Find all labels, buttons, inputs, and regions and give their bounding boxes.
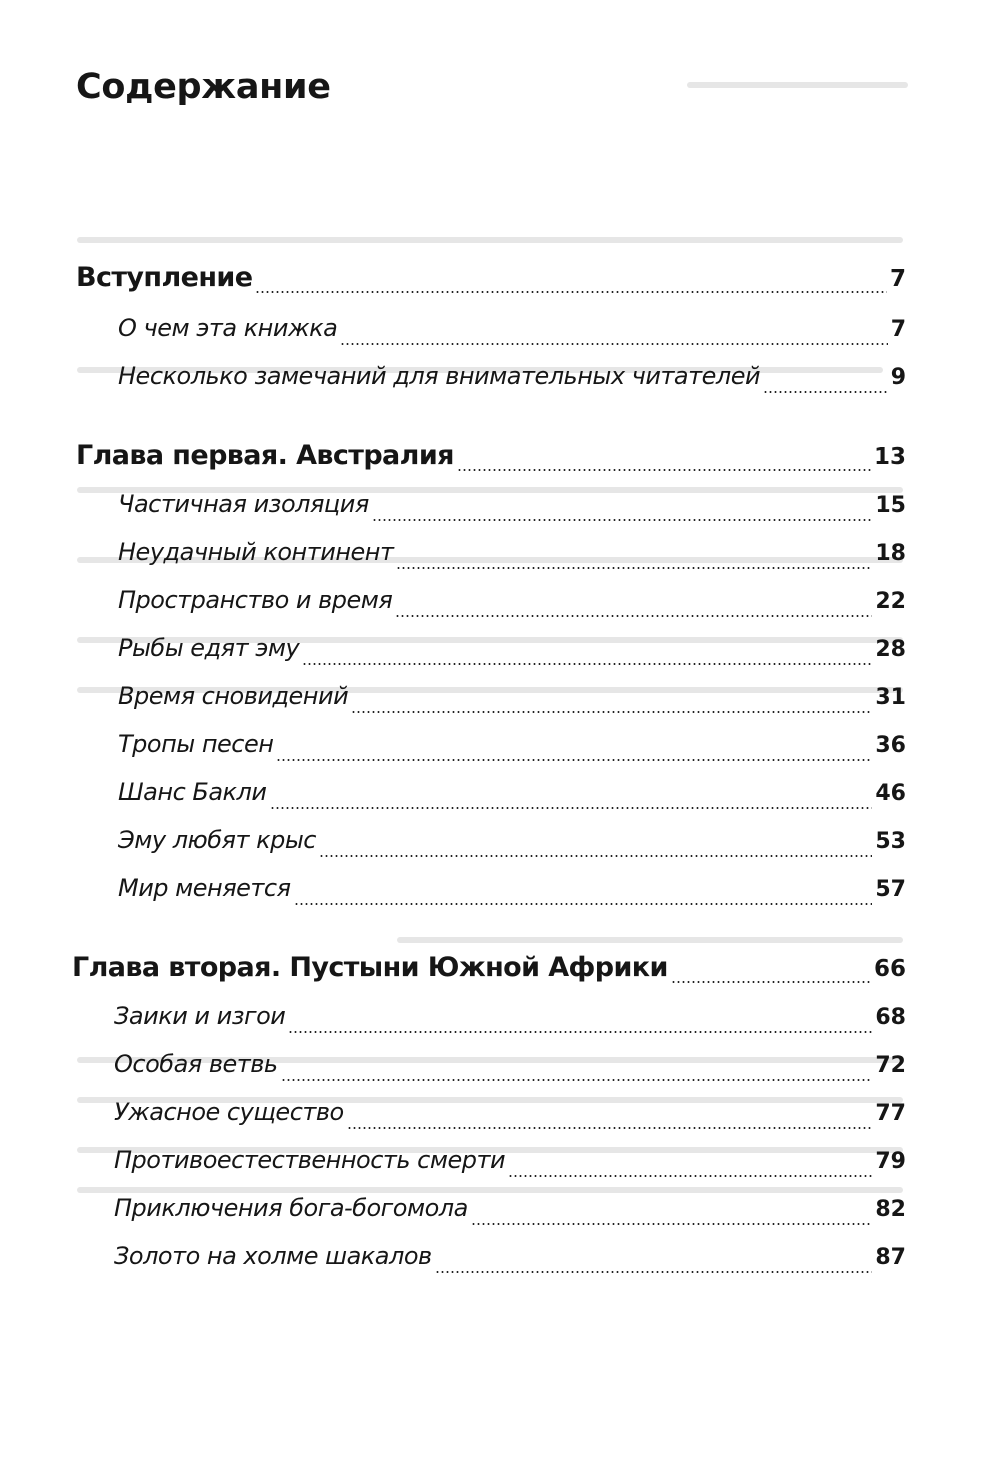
toc-chapter-1[interactable] bbox=[76, 440, 906, 480]
dot-leader bbox=[471, 1223, 873, 1225]
toc-section-label: Тропы песен bbox=[118, 730, 274, 758]
toc-section-label: Шанс Бакли bbox=[118, 778, 267, 806]
dot-leader bbox=[288, 1031, 872, 1033]
toc-page-number: 82 bbox=[875, 1197, 906, 1222]
toc-section-item[interactable] bbox=[118, 586, 906, 626]
toc-section-label: Неудачный континент bbox=[118, 538, 394, 566]
toc-section-label: Пространство и время bbox=[118, 586, 393, 614]
toc-page-number: 7 bbox=[889, 266, 906, 292]
toc-page-number: 7 bbox=[890, 317, 906, 342]
dot-leader bbox=[395, 615, 872, 617]
toc-page-number: 31 bbox=[875, 685, 906, 710]
toc-section-label: Приключения бога-богомола bbox=[114, 1194, 468, 1222]
toc-section-label: Время сновидений bbox=[118, 682, 349, 710]
toc-page-number: 53 bbox=[875, 829, 906, 854]
dot-leader bbox=[351, 711, 872, 713]
toc-section-label: Мир меняется bbox=[118, 874, 291, 902]
toc-page-number: 77 bbox=[875, 1101, 906, 1126]
toc-section-label: Рыбы едят эму bbox=[118, 634, 300, 662]
toc-chapter-label: Глава вторая. Пустыни Южной Африки bbox=[72, 952, 668, 983]
toc-section-item[interactable] bbox=[118, 490, 906, 530]
toc-page-number: 15 bbox=[875, 493, 906, 518]
page-title: Содержание bbox=[76, 67, 331, 107]
dot-leader bbox=[302, 663, 872, 665]
toc-section-item[interactable] bbox=[118, 826, 906, 866]
toc-section-label: Частичная изоляция bbox=[118, 490, 369, 518]
dot-leader bbox=[270, 807, 873, 809]
toc-section-item[interactable] bbox=[118, 874, 906, 914]
dot-leader bbox=[294, 903, 873, 905]
toc-chapter-label: Вступление bbox=[76, 262, 253, 293]
dot-leader bbox=[276, 759, 872, 761]
toc-page-number: 66 bbox=[873, 956, 906, 982]
dot-leader bbox=[671, 981, 871, 983]
toc-section-label: Особая ветвь bbox=[114, 1050, 278, 1078]
toc-page-number: 57 bbox=[875, 877, 906, 902]
toc-page-number: 68 bbox=[875, 1005, 906, 1030]
toc-section-label: Ужасное существо bbox=[114, 1098, 344, 1126]
toc-section-label: О чем эта книжка bbox=[118, 314, 338, 342]
dot-leader bbox=[340, 343, 887, 345]
toc-chapter-intro[interactable] bbox=[76, 262, 906, 302]
dot-leader bbox=[372, 519, 873, 521]
toc-section-item[interactable] bbox=[114, 1146, 906, 1186]
toc-section-item[interactable] bbox=[118, 634, 906, 674]
dot-leader bbox=[508, 1175, 872, 1177]
toc-section-item[interactable] bbox=[114, 1242, 906, 1282]
toc-page-number: 46 bbox=[875, 781, 906, 806]
dot-leader bbox=[396, 567, 872, 569]
toc-chapter-label: Глава первая. Австралия bbox=[76, 440, 454, 471]
toc-section-item[interactable] bbox=[114, 1098, 906, 1138]
toc-chapter-2[interactable] bbox=[72, 952, 906, 992]
toc-page-number: 22 bbox=[875, 589, 906, 614]
toc-section-item[interactable] bbox=[118, 362, 906, 402]
toc-section-label: Эму любят крыс bbox=[118, 826, 316, 854]
toc-page-number: 13 bbox=[873, 444, 906, 470]
dot-leader bbox=[763, 391, 888, 393]
toc-page-number: 72 bbox=[875, 1053, 906, 1078]
toc-section-item[interactable] bbox=[114, 1194, 906, 1234]
dot-leader bbox=[435, 1271, 873, 1273]
dot-leader bbox=[347, 1127, 873, 1129]
toc-section-item[interactable] bbox=[118, 730, 906, 770]
toc-section-item[interactable] bbox=[118, 538, 906, 578]
dot-leader bbox=[281, 1079, 873, 1081]
dot-leader bbox=[255, 291, 887, 293]
toc-page-number: 36 bbox=[875, 733, 906, 758]
dot-leader bbox=[457, 469, 871, 471]
dot-leader bbox=[319, 855, 872, 857]
toc-page-number: 87 bbox=[875, 1245, 906, 1270]
toc-section-label: Заики и изгои bbox=[114, 1002, 286, 1030]
toc-page-number: 9 bbox=[890, 365, 906, 390]
toc-section-item[interactable] bbox=[114, 1002, 906, 1042]
toc-section-item[interactable] bbox=[114, 1050, 906, 1090]
toc-page-number: 79 bbox=[875, 1149, 906, 1174]
toc-section-item[interactable] bbox=[118, 682, 906, 722]
toc-page-number: 18 bbox=[875, 541, 906, 566]
toc-section-label: Противоестественность смерти bbox=[114, 1146, 506, 1174]
toc-page-number: 28 bbox=[875, 637, 906, 662]
toc-section-label: Золото на холме шакалов bbox=[114, 1242, 432, 1270]
toc-section-label: Несколько замечаний для внимательных читателей bbox=[118, 362, 761, 390]
toc-section-item[interactable] bbox=[118, 778, 906, 818]
toc-section-item[interactable] bbox=[118, 314, 906, 354]
